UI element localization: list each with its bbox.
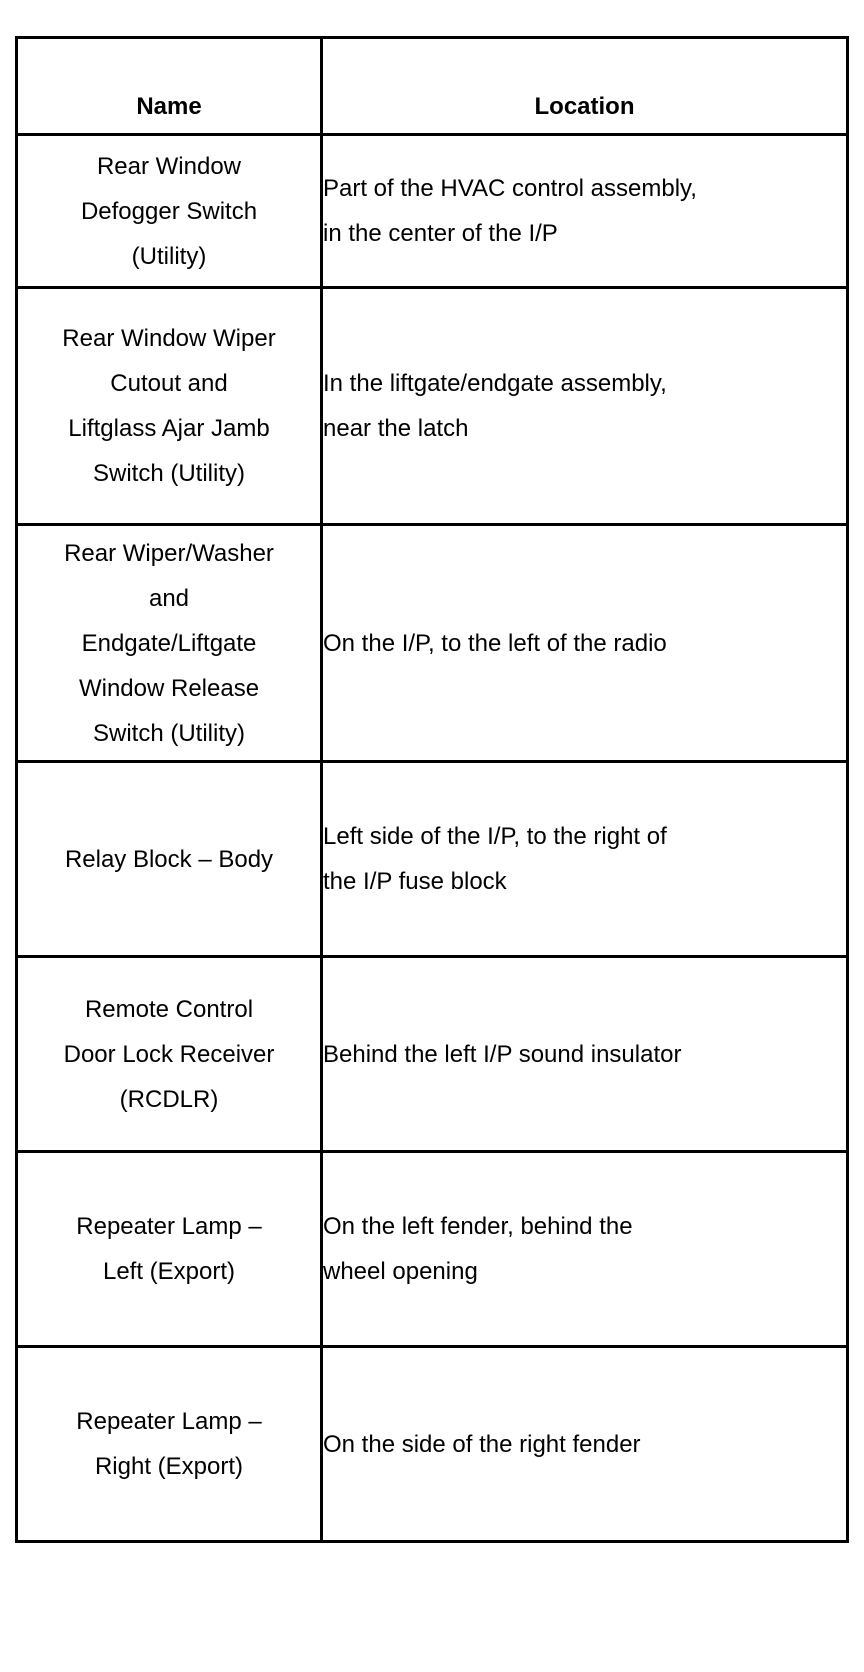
- table-row: [17, 1152, 848, 1347]
- name-cell: [17, 525, 322, 762]
- location-cell: [322, 288, 848, 525]
- location-cell: [322, 957, 848, 1152]
- location-text: Behind the left I/P sound insulator: [323, 1040, 682, 1068]
- name-cell: [17, 1152, 322, 1347]
- name-text: Endgate/Liftgate: [81, 629, 257, 657]
- location-cell: [322, 135, 848, 288]
- name-text: Rear Window Wiper: [62, 325, 276, 352]
- name-text: Switch (Utility): [92, 460, 245, 487]
- name-cell: [17, 1347, 322, 1542]
- name-text: (Utility): [131, 242, 207, 270]
- location-text: in the center of the I/P: [323, 220, 558, 247]
- table-body: [17, 135, 848, 1542]
- location-text: near the latch: [323, 415, 469, 442]
- location-cell: [322, 762, 848, 957]
- name-text: Rear Wiper/Washer: [64, 539, 274, 567]
- location-text: On the I/P, to the left of the radio: [323, 629, 667, 657]
- name-text: Left (Export): [102, 1258, 236, 1285]
- location-cell: [322, 525, 848, 762]
- name-text: Repeater Lamp –: [76, 1408, 262, 1435]
- location-column-header: Location: [322, 38, 848, 135]
- table-row: [17, 288, 848, 525]
- name-cell: [17, 762, 322, 957]
- name-text: Remote Control: [84, 995, 254, 1023]
- table-row: [17, 135, 848, 288]
- name-text: Door Lock Receiver: [63, 1040, 275, 1068]
- location-text: wheel opening: [323, 1258, 478, 1285]
- name-text: Right (Export): [94, 1453, 244, 1480]
- name-text: and: [148, 584, 190, 612]
- name-text: Switch (Utility): [92, 719, 245, 747]
- header-row: [17, 38, 848, 135]
- location-text: the I/P fuse block: [323, 868, 507, 895]
- location-text: In the liftgate/endgate assembly,: [323, 370, 667, 397]
- name-text: Relay Block – Body: [64, 845, 274, 873]
- name-cell: [17, 957, 322, 1152]
- name-text: Window Release: [78, 674, 260, 702]
- name-text: Cutout and: [110, 370, 228, 397]
- location-text: On the left fender, behind the: [323, 1213, 633, 1240]
- name-text: Repeater Lamp –: [76, 1213, 262, 1240]
- name-column-header: Name: [17, 38, 322, 135]
- location-table: [15, 36, 849, 1543]
- location-text: On the side of the right fender: [323, 1430, 641, 1458]
- table-row: [17, 957, 848, 1152]
- location-text: Part of the HVAC control assembly,: [323, 175, 697, 202]
- location-cell: [322, 1347, 848, 1542]
- table-header: [17, 38, 848, 135]
- location-text: Left side of the I/P, to the right of: [323, 823, 667, 850]
- table-row: [17, 762, 848, 957]
- name-text: Defogger Switch: [80, 197, 258, 225]
- name-text: (RCDLR): [119, 1085, 219, 1113]
- name-text: Rear Window: [96, 152, 242, 180]
- table-row: [17, 525, 848, 762]
- name-text: Liftglass Ajar Jamb: [68, 415, 270, 442]
- table-row: [17, 1347, 848, 1542]
- name-cell: [17, 288, 322, 525]
- location-cell: [322, 1152, 848, 1347]
- name-cell: [17, 135, 322, 288]
